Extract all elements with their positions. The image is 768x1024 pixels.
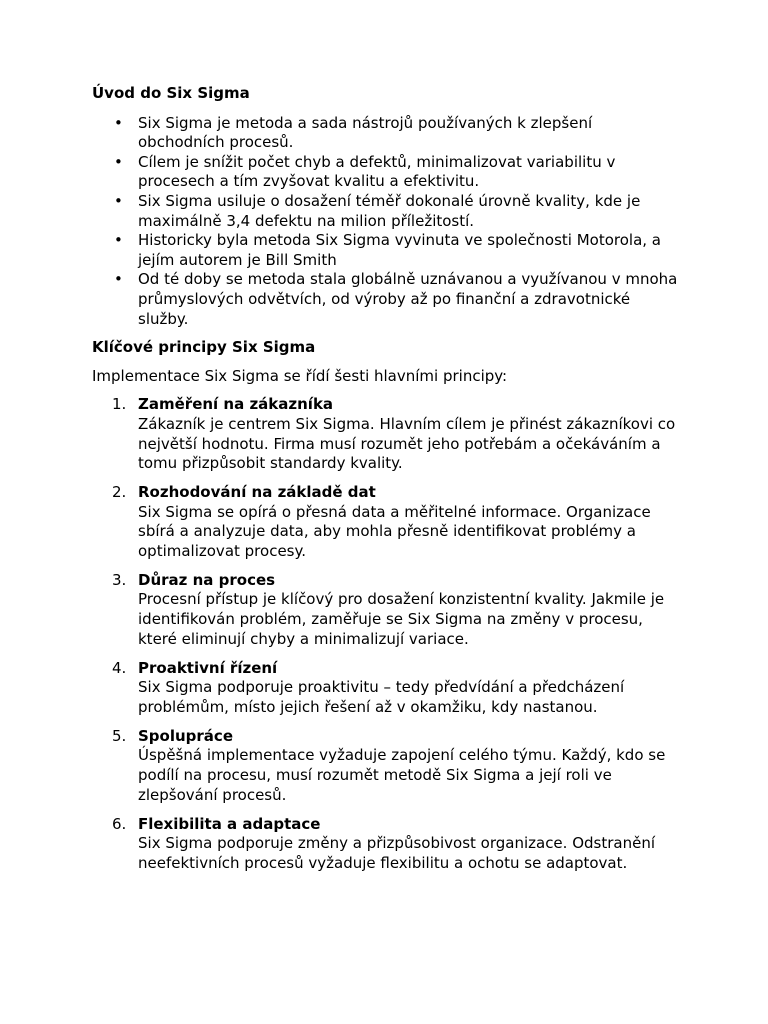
principle-item — [92, 727, 682, 805]
principle-number: 5. — [112, 726, 127, 745]
bullet-icon: • — [114, 231, 123, 250]
list-item-text: Cílem je snížit počet chyb a defektů, minimalizovat variabilitu v procesech a tím zvyšovat kvalitu a efektivitu. — [138, 152, 616, 191]
intro-bullet-list — [92, 114, 682, 330]
principle-text: Zákazník je centrem Six Sigma. Hlavním cílem je přinést zákazníkovi co největší hodnotu. Firma musí rozumět jeho potřebám a očekáváním a tomu přizpůsobit standardy kvality. — [138, 414, 676, 473]
list-item-text: Six Sigma usiluje o dosažení téměř dokonalé úrovně kvality, kde je maximálně 3,4 defektu na milion příležitostí. — [138, 191, 641, 230]
section-heading-principles: Klíčové principy Six Sigma — [92, 338, 316, 357]
list-item — [92, 231, 682, 270]
principle-title: Zaměření na zákazníka — [138, 395, 334, 414]
principle-title: Důraz na proces — [138, 570, 276, 589]
bullet-icon: • — [114, 191, 123, 210]
document-body — [92, 84, 682, 883]
principle-item — [92, 815, 682, 874]
list-item — [92, 153, 682, 192]
list-item — [92, 270, 682, 329]
principle-title: Spolupráce — [138, 726, 233, 745]
principle-text: Six Sigma podporuje změny a přizpůsobivost organizace. Odstranění neefektivních procesů vyžaduje flexibilitu a ochotu se adaptovat. — [138, 834, 655, 872]
principle-item — [92, 659, 682, 718]
principle-number: 4. — [112, 658, 127, 677]
principle-item — [92, 483, 682, 561]
principle-title: Flexibilita a adaptace — [138, 814, 321, 833]
list-item — [92, 192, 682, 231]
principle-title: Proaktivní řízení — [138, 658, 278, 677]
principle-number: 6. — [112, 814, 127, 833]
bullet-icon: • — [114, 152, 123, 171]
principle-number: 1. — [112, 395, 127, 414]
section-heading-intro: Úvod do Six Sigma — [92, 84, 250, 102]
list-item-text: Historicky byla metoda Six Sigma vyvinuta ve společnosti Motorola, a jejím autorem je Bill Smith — [138, 231, 662, 269]
principle-item — [92, 571, 682, 649]
principle-text: Úspěšná implementace vyžaduje zapojení celého týmu. Každý, kdo se podílí na procesu, musí rozumět metodě Six Sigma a její roli ve zlepšování procesů. — [138, 746, 666, 804]
principle-title: Rozhodování na základě dat — [138, 483, 376, 502]
principle-text: Six Sigma podporuje proaktivitu – tedy předvídání a předcházení problémům, místo jejich řešení až v okamžiku, kdy nastanou. — [138, 678, 625, 716]
principles-list — [92, 395, 682, 873]
principle-number: 3. — [112, 570, 127, 589]
list-item — [92, 114, 682, 153]
list-item-text: Six Sigma je metoda a sada nástrojů používaných k zlepšení obchodních procesů. — [138, 113, 593, 152]
bullet-icon: • — [114, 270, 123, 289]
principle-text: Six Sigma se opírá o přesná data a měřitelné informace. Organizace sbírá a analyzuje data, aby mohla přesně identifikovat problémy a optimalizovat procesy. — [138, 502, 651, 560]
bullet-icon: • — [114, 113, 123, 132]
principles-intro: Implementace Six Sigma se řídí šesti hlavními principy: — [92, 366, 508, 385]
list-item-text: Od té doby se metoda stala globálně uznávanou a využívanou v mnoha průmyslových odvětvích, od výroby až po finanční a zdravotnické služby. — [138, 270, 678, 328]
principle-number: 2. — [112, 483, 127, 502]
principle-item — [92, 395, 682, 473]
principle-text: Procesní přístup je klíčový pro dosažení konzistentní kvality. Jakmile je identifikován problém, zaměřuje se Six Sigma na změny v procesu, které eliminují chyby a minimalizují variace. — [138, 590, 665, 648]
